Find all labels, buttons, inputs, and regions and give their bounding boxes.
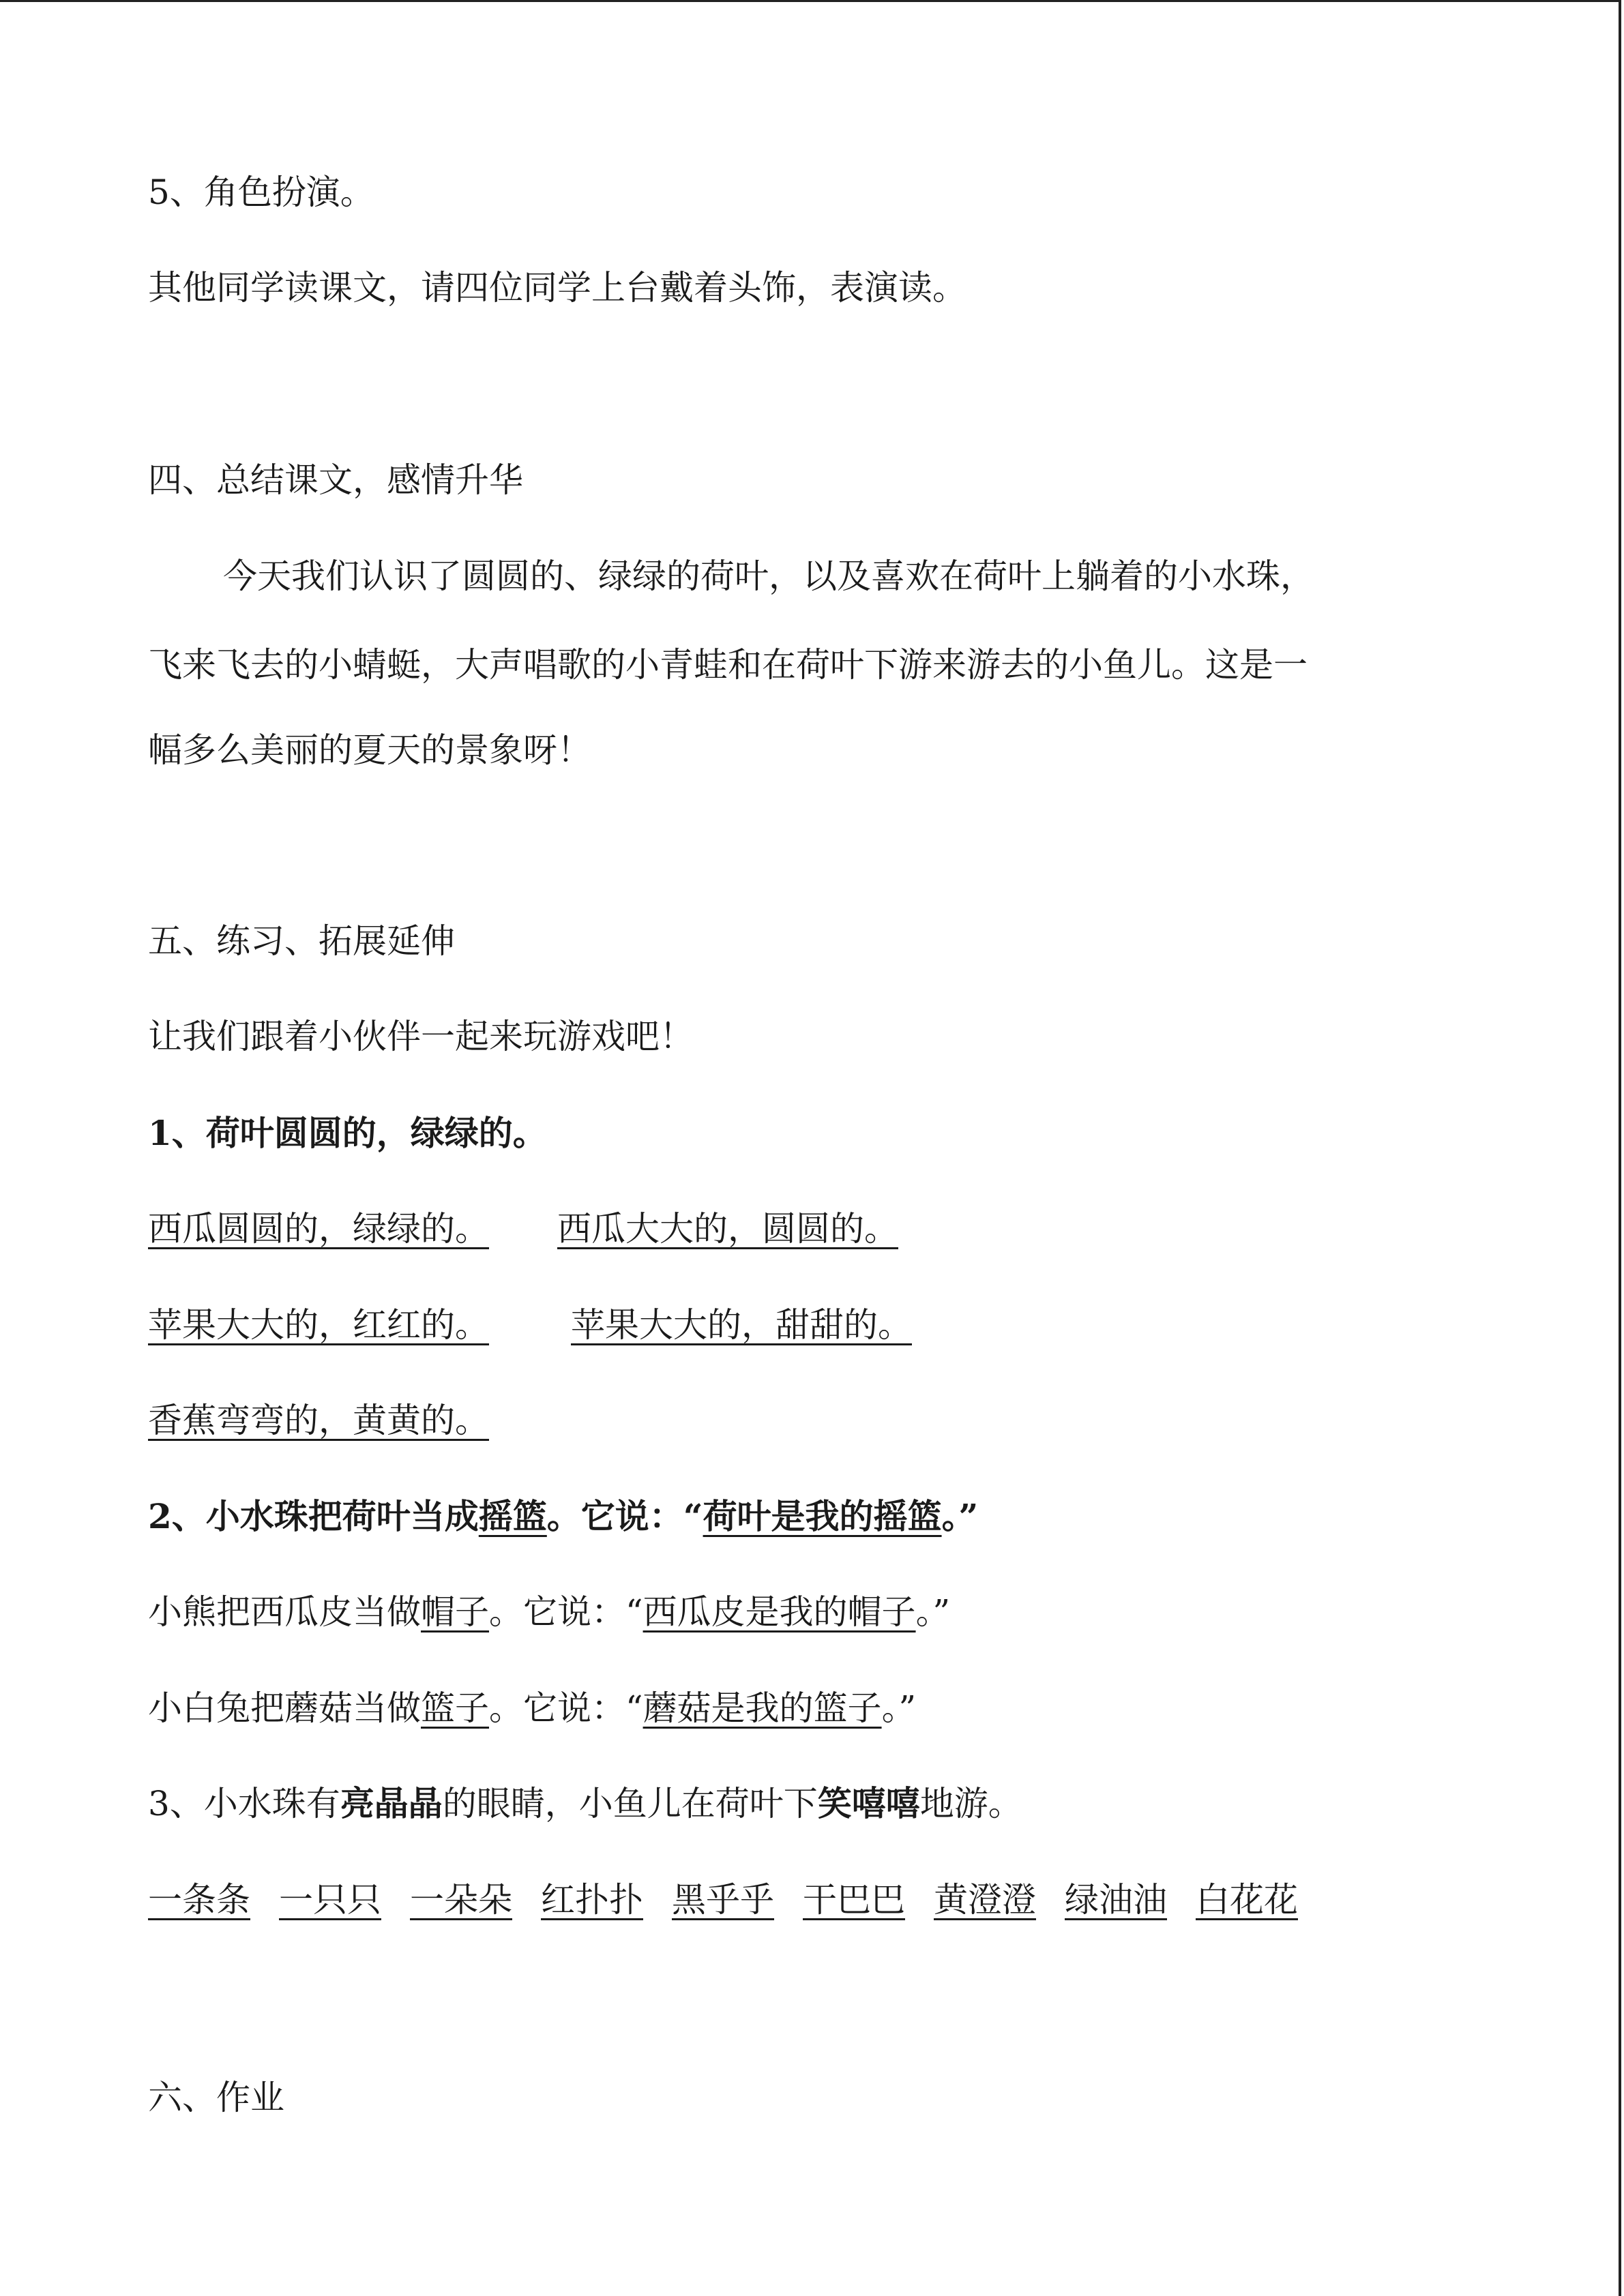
practice-heading: 五、练习、拓展延伸 (148, 921, 455, 961)
item2-title-b: 。它说：“ (546, 1496, 703, 1536)
item3-text-a: 3、小水珠有 (148, 1784, 340, 1823)
item1-row3-a: 香蕉弯弯的，黄黄的。 (148, 1401, 489, 1440)
item2-row1-u1: 帽子 (421, 1592, 489, 1632)
item3-text (148, 1783, 1022, 1824)
word-item: 一只只 (279, 1880, 381, 1920)
item1-row-3 (148, 1400, 496, 1441)
item2-title-c: 。” (941, 1496, 979, 1536)
item3-bold-2: 笑嘻嘻 (817, 1783, 920, 1823)
item2-row2-u1: 篮子 (421, 1688, 489, 1728)
role-play-text: 其他同学读课文，请四位同学上台戴着头饰，表演读。 (148, 268, 966, 308)
item2-title-a: 2、小水珠把荷叶当成 (148, 1496, 479, 1536)
summary-heading: 四、总结课文，感情升华 (148, 460, 523, 500)
word-item: 黑乎乎 (672, 1880, 774, 1920)
item1-row-1 (148, 1208, 905, 1249)
role-play-heading: 5、角色扮演。 (148, 173, 374, 212)
word-item: 白花花 (1196, 1880, 1298, 1920)
item2-row1-a: 小熊把西瓜皮当做 (148, 1592, 421, 1632)
item3-text-c: 地游。 (919, 1784, 1022, 1823)
summary-paragraph-line-3: 幅多么美丽的夏天的景象呀！ (148, 730, 591, 770)
item2-row2-a: 小白兔把蘑菇当做 (148, 1688, 421, 1728)
word-item: 一条条 (148, 1880, 250, 1920)
word-item: 黄澄澄 (934, 1880, 1036, 1920)
summary-paragraph-line-2: 飞来飞去的小蜻蜓，大声唱歌的小青蛙和在荷叶下游来游去的小鱼儿。这是一 (148, 645, 1308, 685)
item1-row-2 (148, 1304, 919, 1345)
item2-row2-c: 。” (881, 1688, 917, 1728)
word-item: 红扑扑 (541, 1880, 643, 1920)
item1-row1-a: 西瓜圆圆的，绿绿的。 西瓜大大的，圆圆的。 (148, 1209, 898, 1249)
practice-intro: 让我们跟着小伙伴一起来玩游戏吧！ (148, 1017, 694, 1056)
word-item: 绿油油 (1065, 1880, 1167, 1920)
item3-bold-1: 亮晶晶 (340, 1783, 443, 1823)
item2-row-1 (148, 1592, 950, 1632)
item1-row2-a: 苹果大大的，红红的。 苹果大大的，甜甜的。 (148, 1305, 912, 1345)
item2-row-2 (148, 1688, 916, 1729)
item2-row1-u2: 西瓜皮是我的帽子 (643, 1592, 916, 1632)
item2-title-u2: 荷叶是我的摇篮 (703, 1496, 942, 1536)
homework-heading: 六、作业 (148, 2078, 284, 2117)
item2-row1-c: 。” (915, 1592, 951, 1632)
item3-word-list (148, 1879, 1298, 1920)
item2-title (148, 1496, 978, 1537)
summary-paragraph-line-1: 今天我们认识了圆圆的、绿绿的荷叶，以及喜欢在荷叶上躺着的小水珠， (223, 556, 1314, 596)
item3-text-b: 的眼睛，小鱼儿在荷叶下 (442, 1784, 818, 1823)
word-item: 一朵朵 (410, 1880, 512, 1920)
item2-row2-u2: 蘑菇是我的篮子 (643, 1688, 882, 1728)
word-item: 干巴巴 (803, 1880, 905, 1920)
item2-row2-b: 。它说：“ (489, 1688, 643, 1728)
item1-title: 1、荷叶圆圆的，绿绿的。 (148, 1113, 547, 1153)
item2-title-u1: 摇篮 (478, 1496, 547, 1536)
item2-row1-b: 。它说：“ (489, 1592, 643, 1632)
